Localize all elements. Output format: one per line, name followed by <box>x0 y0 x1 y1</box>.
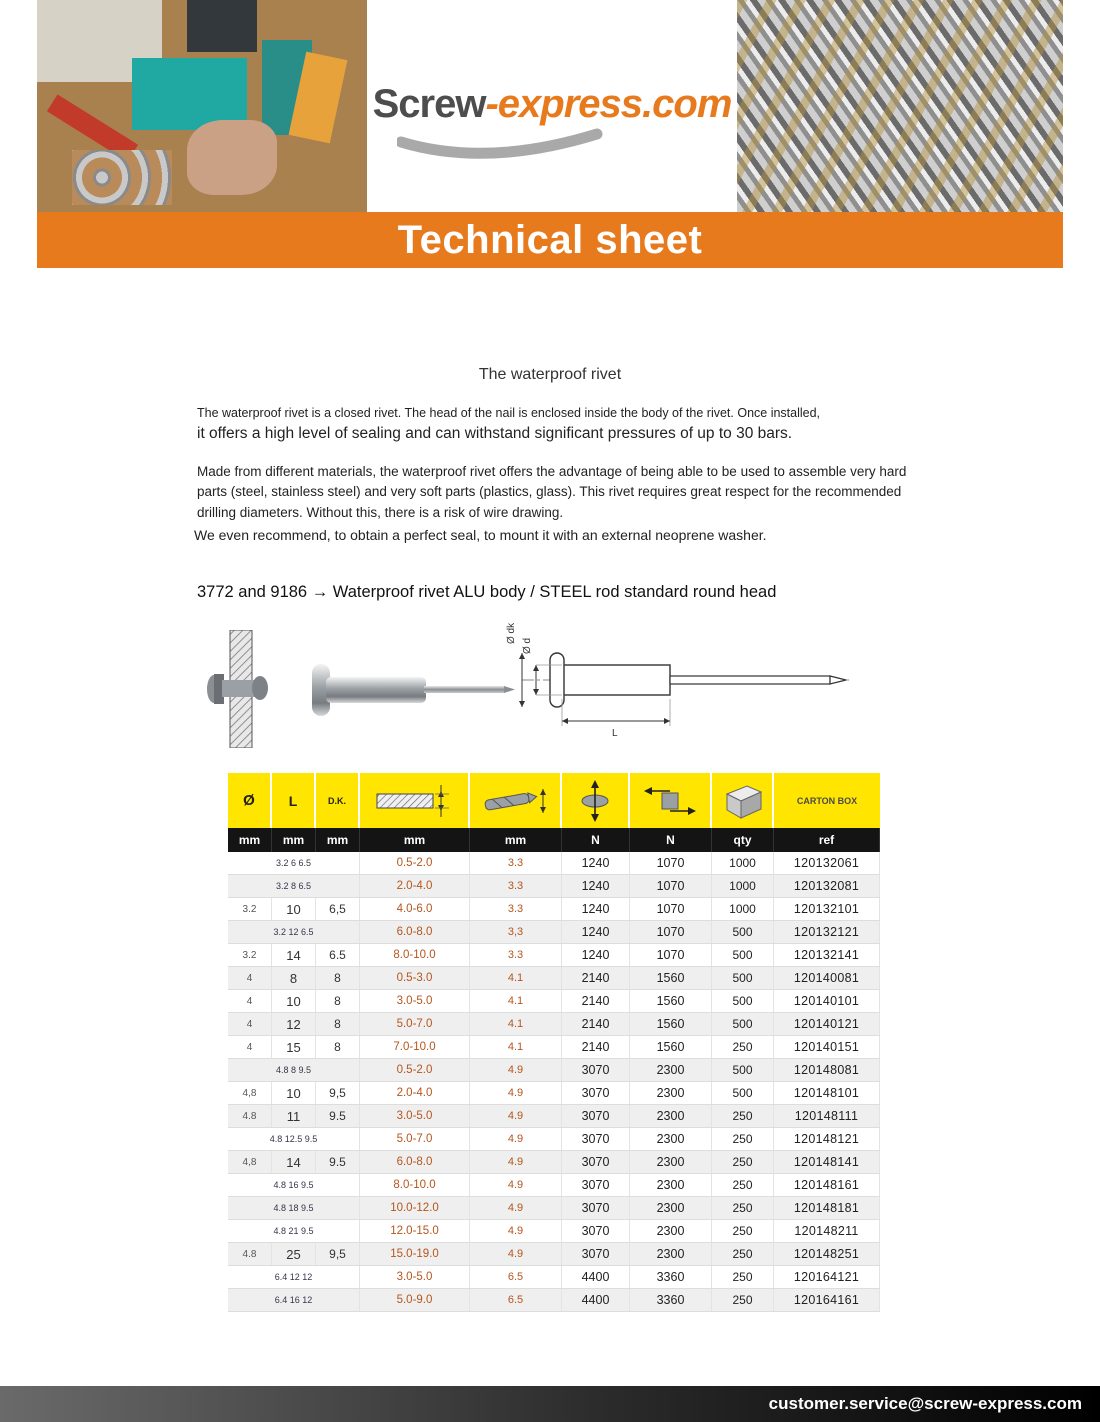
table-cell: 120148161 <box>774 1174 880 1196</box>
table-cell: 8 <box>272 967 316 989</box>
table-cell-dimensions: 6.4 16 12 <box>228 1289 360 1311</box>
table-cell: 8 <box>316 1036 360 1058</box>
table-cell: 6,5 <box>316 898 360 920</box>
table-cell: 10.0-12.0 <box>360 1197 470 1219</box>
table-row <box>228 1151 880 1174</box>
table-cell: 250 <box>712 1289 774 1311</box>
table-cell: 4 <box>228 1013 272 1035</box>
table-cell: 3070 <box>562 1220 630 1242</box>
table-cell: 5.0-9.0 <box>360 1289 470 1311</box>
intro-paragraph-2: Made from different materials, the waterproof rivet offers the advantage of being able to be used to assemble very hard parts (steel, stainless steel) and very soft parts (plastics, glass). This rivet requires great respect for the recommended drilling diameters. Without this, there is a risk of wire drawing. <box>197 464 907 520</box>
table-cell: 12.0-15.0 <box>360 1220 470 1242</box>
table-cell: 4.9 <box>470 1151 562 1173</box>
table-cell: 3360 <box>630 1266 712 1288</box>
table-row <box>228 1105 880 1128</box>
table-cell: 4,8 <box>228 1082 272 1104</box>
table-cell: 120132121 <box>774 921 880 943</box>
table-cell: 4.9 <box>470 1243 562 1265</box>
table-cell: 120148181 <box>774 1197 880 1219</box>
table-cell: 4.9 <box>470 1082 562 1104</box>
table-cell: 1240 <box>562 944 630 966</box>
table-cell: 250 <box>712 1266 774 1288</box>
table-cell: 250 <box>712 1128 774 1150</box>
table-cell: 1240 <box>562 852 630 874</box>
rivet-technical-drawing <box>500 614 862 749</box>
table-cell: 0.5-3.0 <box>360 967 470 989</box>
table-cell: 3070 <box>562 1082 630 1104</box>
page-title: The waterproof rivet <box>478 366 622 383</box>
table-cell: 1070 <box>630 875 712 897</box>
table-cell: 1240 <box>562 875 630 897</box>
table-cell: 4.1 <box>470 1036 562 1058</box>
table-cell: 500 <box>712 990 774 1012</box>
table-cell: 8 <box>316 967 360 989</box>
dim-label-dk: Ø dk <box>506 622 517 644</box>
table-cell: 4.0-6.0 <box>360 898 470 920</box>
table-cell: 250 <box>712 1105 774 1127</box>
table-row <box>228 1289 880 1312</box>
table-cell: 250 <box>712 1197 774 1219</box>
table-cell-dimensions: 3.2 8 6.5 <box>228 875 360 897</box>
table-cell: 4 <box>228 967 272 989</box>
photo-washers-shape <box>72 150 172 205</box>
table-cell: 4400 <box>562 1289 630 1311</box>
table-cell: 500 <box>712 967 774 989</box>
table-cell: 4.9 <box>470 1174 562 1196</box>
table-cell: 1560 <box>630 1013 712 1035</box>
table-cell: 3.0-5.0 <box>360 1266 470 1288</box>
table-cell: 15 <box>272 1036 316 1058</box>
header-cell-carton-box: CARTON BOX <box>774 773 880 828</box>
table-row <box>228 1174 880 1197</box>
table-cell: 5.0-7.0 <box>360 1128 470 1150</box>
table-cell: 3070 <box>562 1059 630 1081</box>
header-photo-tools <box>37 0 367 212</box>
table-cell: 1240 <box>562 898 630 920</box>
table-cell: 250 <box>712 1220 774 1242</box>
shear-strength-icon <box>640 779 700 823</box>
table-cell: 14 <box>272 1151 316 1173</box>
table-cell-dimensions: 4.8 8 9.5 <box>228 1059 360 1081</box>
table-cell-dimensions: 4.8 12.5 9.5 <box>228 1128 360 1150</box>
table-cell: 3,3 <box>470 921 562 943</box>
logo-swoosh <box>397 128 617 168</box>
table-cell: 8 <box>316 1013 360 1035</box>
table-cell: 250 <box>712 1151 774 1173</box>
header-cell-drill <box>470 773 562 828</box>
photo-hand-shape <box>187 120 277 195</box>
table-cell: 9,5 <box>316 1243 360 1265</box>
table-row <box>228 944 880 967</box>
table-cell: 3070 <box>562 1197 630 1219</box>
table-cell: 2300 <box>630 1059 712 1081</box>
product-section-heading: 3772 and 9186 → Waterproof rivet ALU body / STEEL rod standard round head <box>197 583 777 601</box>
header-cell-dk: D.K. <box>316 773 360 828</box>
table-row <box>228 967 880 990</box>
table-cell-dimensions: 4.8 18 9.5 <box>228 1197 360 1219</box>
table-cell: 2140 <box>562 1036 630 1058</box>
table-cell: 120164161 <box>774 1289 880 1311</box>
table-cell: 3360 <box>630 1289 712 1311</box>
table-cell: 2300 <box>630 1151 712 1173</box>
contact-email[interactable]: customer.service@screw-express.com <box>768 1394 1082 1413</box>
table-cell: 120140101 <box>774 990 880 1012</box>
dim-label-l: L <box>612 728 618 739</box>
table-cell: 1000 <box>712 852 774 874</box>
table-cell-dimensions: 3.2 6 6.5 <box>228 852 360 874</box>
table-cell: 3.0-5.0 <box>360 990 470 1012</box>
table-cell: 9.5 <box>316 1151 360 1173</box>
table-row <box>228 898 880 921</box>
table-row <box>228 1036 880 1059</box>
table-cell: 2140 <box>562 990 630 1012</box>
table-cell: 2300 <box>630 1105 712 1127</box>
table-cell: 250 <box>712 1036 774 1058</box>
table-cell: 120132141 <box>774 944 880 966</box>
table-cell: 2300 <box>630 1243 712 1265</box>
table-cell: 500 <box>712 1082 774 1104</box>
table-cell: 1000 <box>712 875 774 897</box>
logo-zone <box>367 0 737 212</box>
table-cell: 120148101 <box>774 1082 880 1104</box>
table-cell: 9.5 <box>316 1105 360 1127</box>
table-cell: 120148081 <box>774 1059 880 1081</box>
table-cell: 4.8 <box>228 1105 272 1127</box>
table-cell: 3.3 <box>470 875 562 897</box>
table-cell: 15.0-19.0 <box>360 1243 470 1265</box>
table-row <box>228 852 880 875</box>
table-cell: 1560 <box>630 967 712 989</box>
table-cell: 12 <box>272 1013 316 1035</box>
table-cell: 4.9 <box>470 1128 562 1150</box>
table-cell: 2300 <box>630 1197 712 1219</box>
table-cell: 4.1 <box>470 1013 562 1035</box>
table-cell: 6.5 <box>470 1266 562 1288</box>
table-cell: 6.0-8.0 <box>360 1151 470 1173</box>
unit-header-cell: N <box>562 828 630 852</box>
carton-box-icon <box>717 780 767 822</box>
table-row <box>228 1197 880 1220</box>
spec-table-rows <box>228 852 880 1312</box>
table-cell: 1560 <box>630 1036 712 1058</box>
table-cell: 3070 <box>562 1243 630 1265</box>
table-cell: 3070 <box>562 1151 630 1173</box>
table-cell: 4 <box>228 1036 272 1058</box>
table-cell: 500 <box>712 944 774 966</box>
grip-range-icon <box>371 781 457 821</box>
header-cell-shear <box>630 773 712 828</box>
table-cell: 120132101 <box>774 898 880 920</box>
table-row <box>228 990 880 1013</box>
table-cell: 7.0-10.0 <box>360 1036 470 1058</box>
header-cell-box-icon <box>712 773 774 828</box>
table-cell: 14 <box>272 944 316 966</box>
table-row <box>228 1220 880 1243</box>
rivet-drawings <box>200 612 900 757</box>
logo-text-express: -express.com <box>485 82 732 126</box>
table-cell: 500 <box>712 1013 774 1035</box>
table-cell: 120132061 <box>774 852 880 874</box>
table-row <box>228 1013 880 1036</box>
table-cell: 3070 <box>562 1174 630 1196</box>
table-cell: 1070 <box>630 898 712 920</box>
table-row <box>228 921 880 944</box>
logo-text-screw: Screw <box>372 82 486 126</box>
table-cell: 0.5-2.0 <box>360 852 470 874</box>
table-cell: 120164121 <box>774 1266 880 1288</box>
table-cell: 8 <box>316 990 360 1012</box>
table-cell: 120148111 <box>774 1105 880 1127</box>
table-row <box>228 1128 880 1151</box>
table-cell: 4.8 <box>228 1243 272 1265</box>
table-cell: 1070 <box>630 921 712 943</box>
table-cell: 3.3 <box>470 852 562 874</box>
table-cell-dimensions: 4.8 21 9.5 <box>228 1220 360 1242</box>
table-cell: 3.2 <box>228 898 272 920</box>
table-cell: 2140 <box>562 1013 630 1035</box>
table-cell: 500 <box>712 1059 774 1081</box>
table-cell: 11 <box>272 1105 316 1127</box>
unit-header-cell: mm <box>360 828 470 852</box>
table-cell: 25 <box>272 1243 316 1265</box>
table-cell: 120140151 <box>774 1036 880 1058</box>
table-cell: 3.3 <box>470 944 562 966</box>
intro-paragraph-1-line-2: it offers a high level of sealing and can withstand significant pressures of up to 30 bars. <box>197 425 793 442</box>
unit-header-cell: mm <box>316 828 360 852</box>
table-cell: 500 <box>712 921 774 943</box>
table-cell: 2300 <box>630 1174 712 1196</box>
table-cell: 4.1 <box>470 990 562 1012</box>
unit-header-row <box>228 828 880 852</box>
tensile-strength-icon <box>572 779 618 823</box>
unit-header-cell: N <box>630 828 712 852</box>
unit-header-cell: mm <box>228 828 272 852</box>
spec-table <box>228 773 880 1312</box>
table-cell: 10 <box>272 1082 316 1104</box>
unit-header-cell: mm <box>470 828 562 852</box>
table-cell: 1070 <box>630 944 712 966</box>
dim-label-d: Ø d <box>522 637 533 654</box>
table-cell: 4.9 <box>470 1220 562 1242</box>
table-cell: 3070 <box>562 1105 630 1127</box>
table-cell: 3.2 <box>228 944 272 966</box>
table-cell: 4.1 <box>470 967 562 989</box>
table-cell: 2300 <box>630 1082 712 1104</box>
header-cell-length: L <box>272 773 316 828</box>
table-cell: 0.5-2.0 <box>360 1059 470 1081</box>
table-cell: 2.0-4.0 <box>360 1082 470 1104</box>
table-cell: 250 <box>712 1174 774 1196</box>
table-cell: 6.5 <box>470 1289 562 1311</box>
table-cell: 2140 <box>562 967 630 989</box>
table-cell: 1070 <box>630 852 712 874</box>
table-cell: 250 <box>712 1243 774 1265</box>
table-cell-dimensions: 3.2 12 6.5 <box>228 921 360 943</box>
header-photo-screws <box>737 0 1063 212</box>
table-cell-dimensions: 4.8 16 9.5 <box>228 1174 360 1196</box>
table-cell: 4.9 <box>470 1105 562 1127</box>
table-cell: 3.3 <box>470 898 562 920</box>
table-cell: 120148211 <box>774 1220 880 1242</box>
table-cell: 2300 <box>630 1220 712 1242</box>
table-cell: 4,8 <box>228 1151 272 1173</box>
table-cell: 120140121 <box>774 1013 880 1035</box>
header-cell-grip <box>360 773 470 828</box>
table-cell: 10 <box>272 898 316 920</box>
rivet-cross-section-drawing <box>200 630 278 748</box>
table-cell: 120132081 <box>774 875 880 897</box>
table-cell: 4 <box>228 990 272 1012</box>
banner-technical-sheet: Technical sheet <box>37 212 1063 268</box>
table-cell: 2300 <box>630 1128 712 1150</box>
table-cell: 1240 <box>562 921 630 943</box>
table-cell: 120148121 <box>774 1128 880 1150</box>
table-cell: 120140081 <box>774 967 880 989</box>
table-row <box>228 1082 880 1105</box>
table-cell: 1560 <box>630 990 712 1012</box>
drill-bit-icon <box>479 781 551 821</box>
table-cell: 2.0-4.0 <box>360 875 470 897</box>
table-cell: 4.9 <box>470 1059 562 1081</box>
footer-bar <box>0 1386 1100 1422</box>
brand-logo <box>373 82 732 127</box>
table-cell: 6.5 <box>316 944 360 966</box>
table-cell: 5.0-7.0 <box>360 1013 470 1035</box>
table-cell-dimensions: 6.4 12 12 <box>228 1266 360 1288</box>
intro-paragraph-1 <box>197 406 927 443</box>
rivet-photo-drawing <box>282 652 517 730</box>
header-cell-diameter: Ø <box>228 773 272 828</box>
table-cell: 4.9 <box>470 1197 562 1219</box>
table-cell: 3.0-5.0 <box>360 1105 470 1127</box>
table-cell: 9,5 <box>316 1082 360 1104</box>
table-cell: 1000 <box>712 898 774 920</box>
unit-header-cell: ref <box>774 828 880 852</box>
intro-paragraph-3: We even recommend, to obtain a perfect seal, to mount it with an external neoprene washer. <box>194 527 767 543</box>
table-row <box>228 875 880 898</box>
table-symbol-header-row <box>228 773 880 828</box>
table-cell: 6.0-8.0 <box>360 921 470 943</box>
table-cell: 10 <box>272 990 316 1012</box>
photo-tool-shape <box>187 0 257 52</box>
header-cell-tensile <box>562 773 630 828</box>
unit-header-cell: qty <box>712 828 774 852</box>
table-cell: 3070 <box>562 1128 630 1150</box>
table-cell: 4400 <box>562 1266 630 1288</box>
table-cell: 120148251 <box>774 1243 880 1265</box>
table-cell: 8.0-10.0 <box>360 1174 470 1196</box>
table-cell: 8.0-10.0 <box>360 944 470 966</box>
table-row <box>228 1059 880 1082</box>
unit-header-cell: mm <box>272 828 316 852</box>
table-row <box>228 1266 880 1289</box>
table-cell: 120148141 <box>774 1151 880 1173</box>
intro-paragraph-1-line-1: The waterproof rivet is a closed rivet. The head of the nail is enclosed inside the body of the rivet. Once installed, <box>197 406 821 420</box>
table-row <box>228 1243 880 1266</box>
